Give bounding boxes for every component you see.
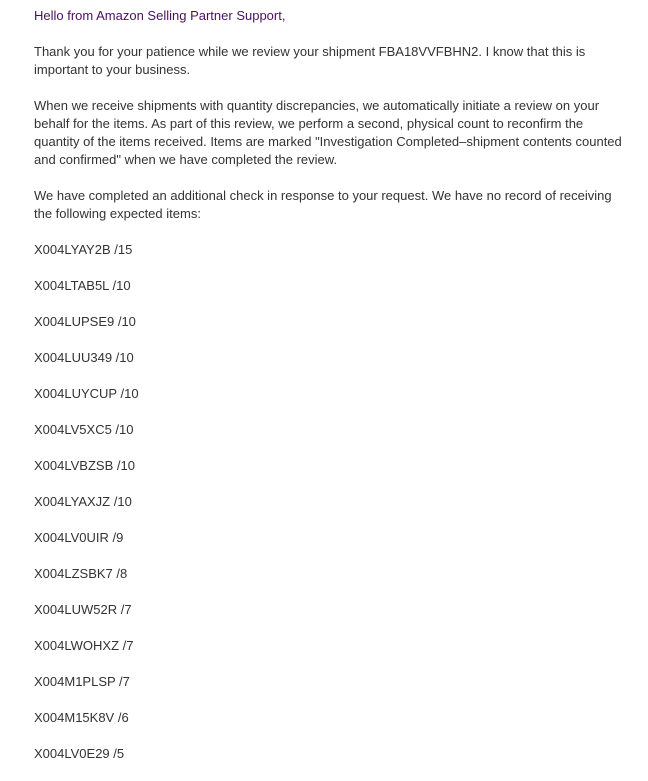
list-item: X004LUPSE9 /10: [34, 314, 136, 329]
list-item: X004LYAXJZ /10: [34, 494, 132, 509]
list-item: X004LV0E29 /5: [34, 746, 125, 761]
list-item: X004M15K8V /6: [34, 710, 129, 725]
list-item: X004LUYCUP /10: [34, 386, 139, 401]
missing-items-list: [34, 241, 624, 763]
list-item: X004LV0UIR /9: [34, 530, 124, 545]
list-item: X004LVBZSB /10: [34, 458, 135, 473]
email-paragraph-review-process: When we receive shipments with quantity discrepancies, we automatically initiate a review on your behalf for the items. As part of this review, we perform a second, physical count to reconfirm the quantity of the items received. Items are marked "Investigation Completed–shipment contents counted and confirmed" when we have completed the review.: [34, 98, 622, 167]
list-item: X004LZSBK7 /8: [34, 566, 128, 581]
list-item: X004LYAY2B /15: [34, 242, 133, 257]
list-item: X004LWOHXZ /7: [34, 638, 134, 653]
email-body: [34, 7, 624, 781]
list-item: X004LUU349 /10: [34, 350, 134, 365]
list-item: X004LV5XC5 /10: [34, 422, 134, 437]
list-item: X004M1PLSP /7: [34, 674, 130, 689]
list-item: X004LTAB5L /10: [34, 278, 131, 293]
list-item: X004LUW52R /7: [34, 602, 132, 617]
email-paragraph-thanks: Thank you for your patience while we review your shipment FBA18VVFBHN2. I know that this is important to your business.: [34, 44, 586, 77]
email-paragraph-findings: We have completed an additional check in response to your request. We have no record of receiving the following expected items:: [34, 188, 612, 221]
email-greeting: Hello from Amazon Selling Partner Support,: [34, 8, 286, 23]
